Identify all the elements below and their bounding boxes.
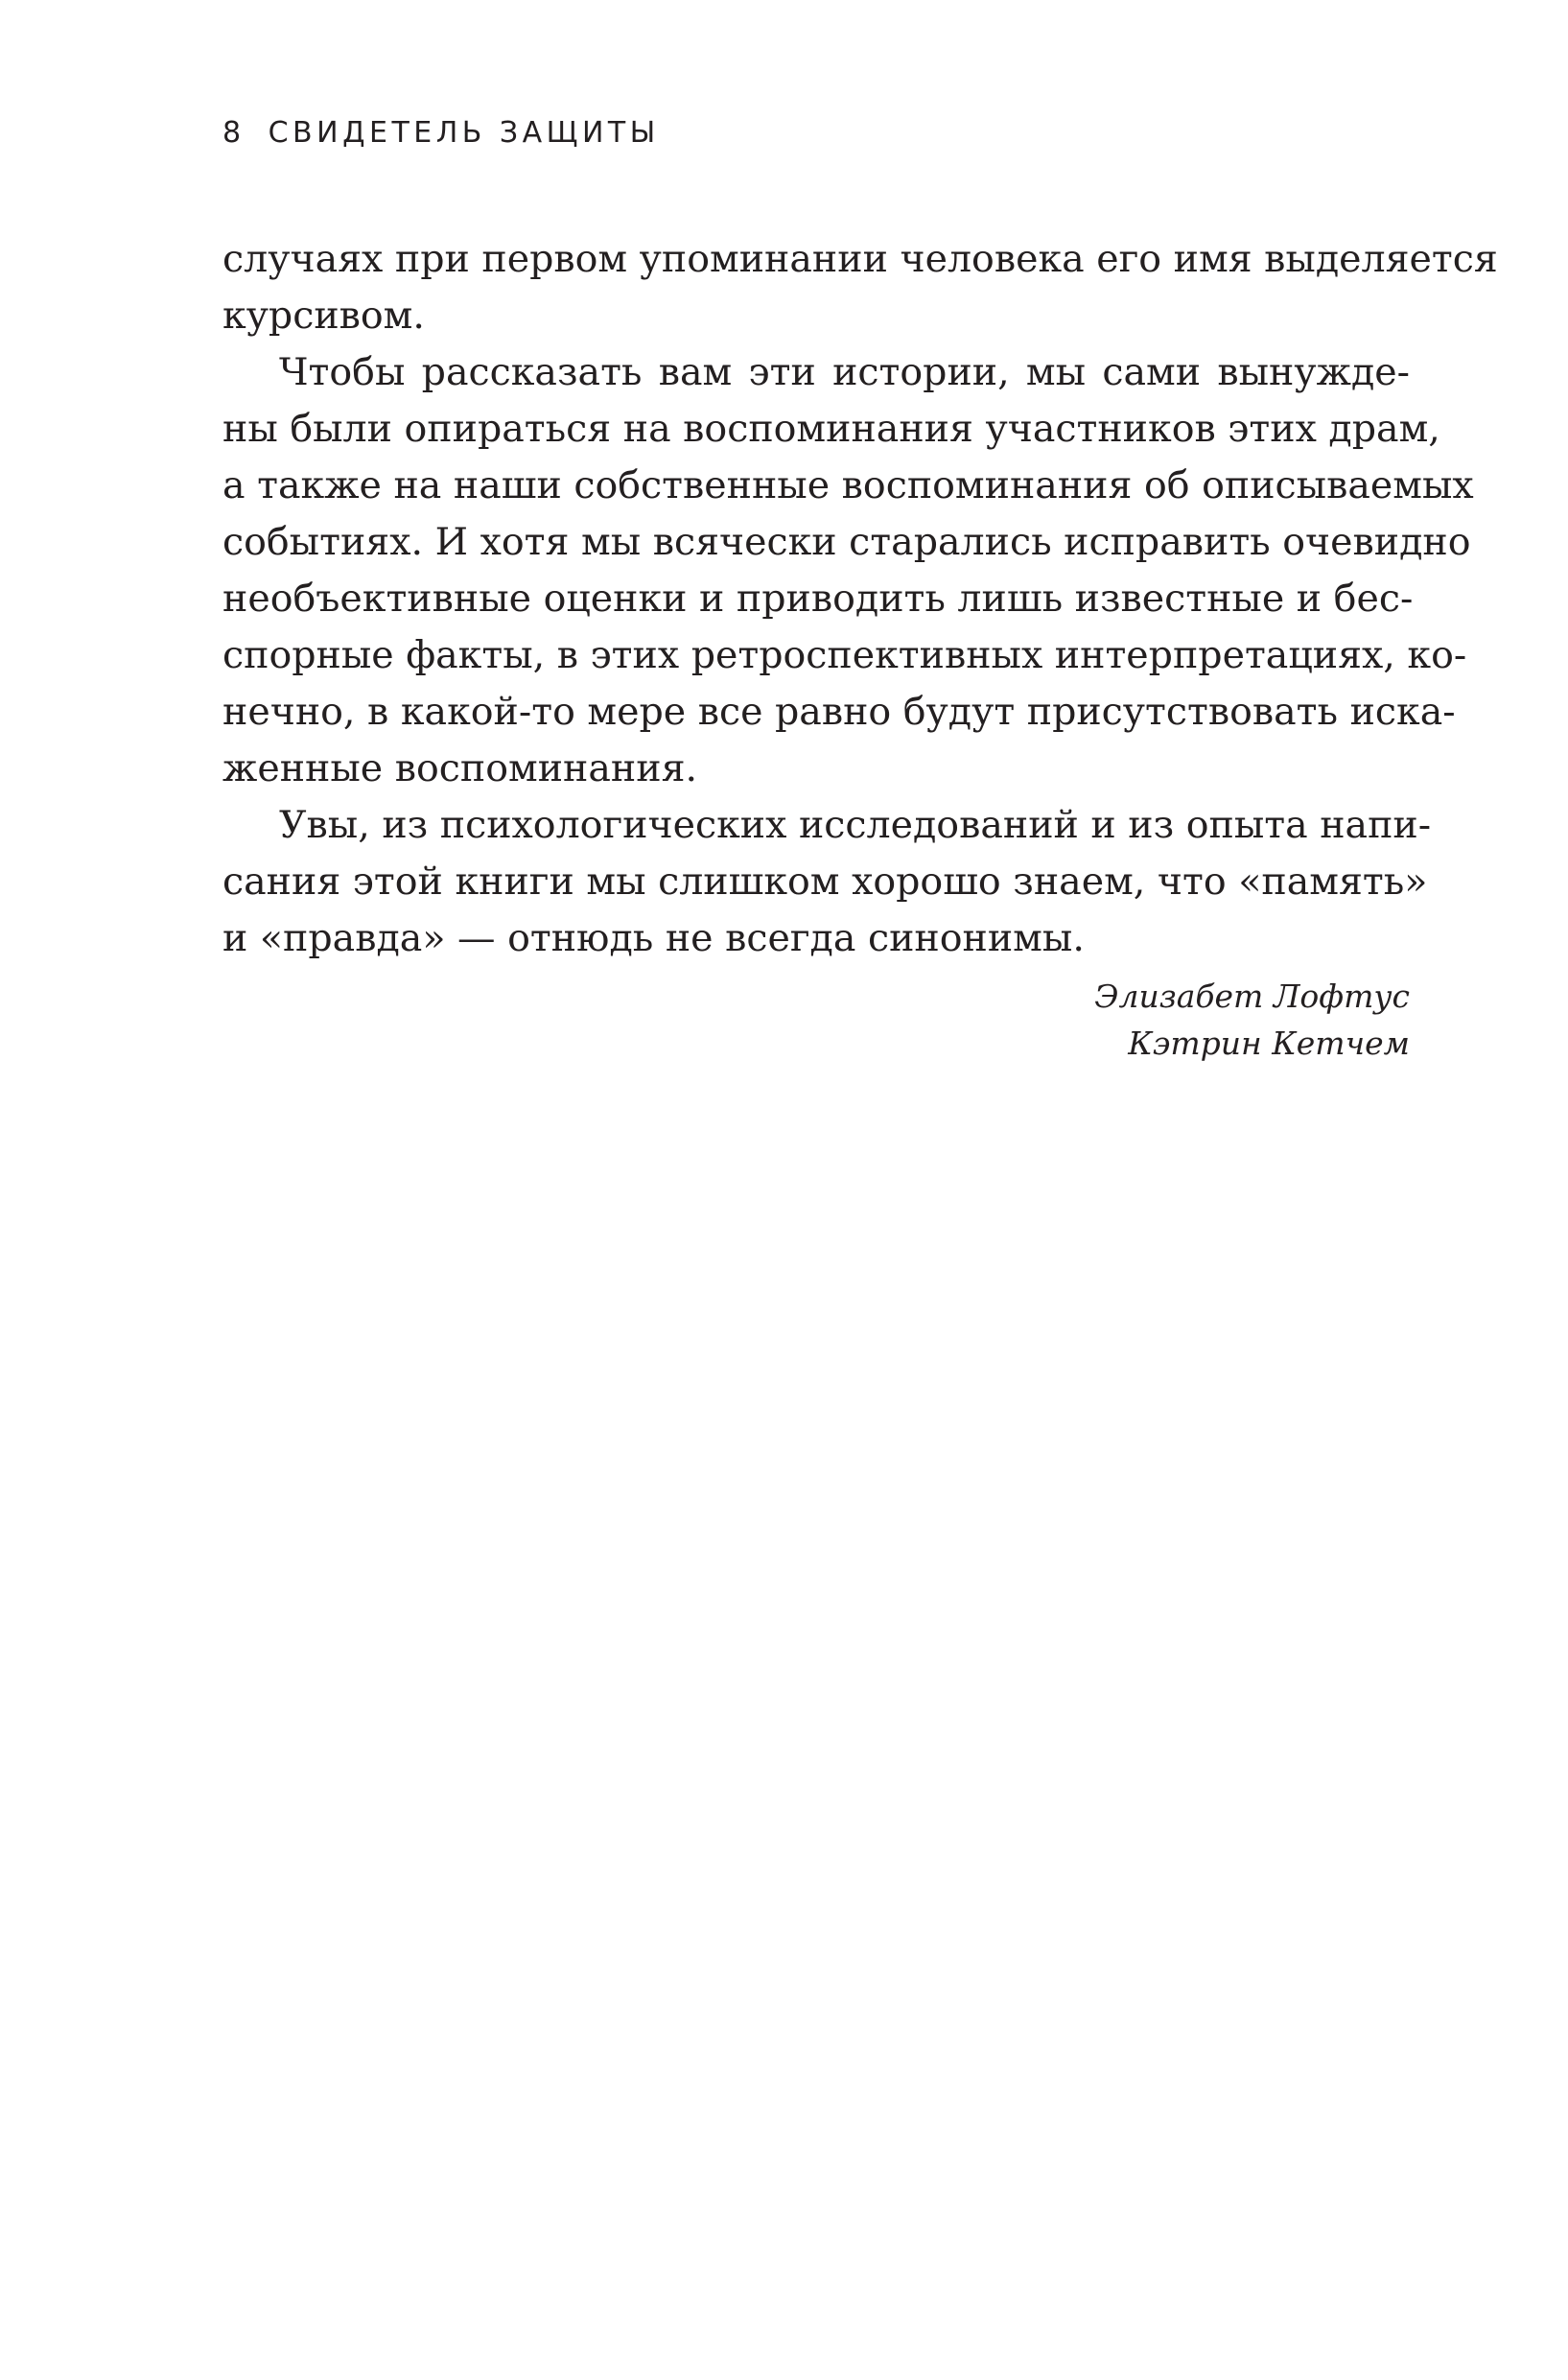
text-line: ны были опираться на воспоминания участников этих драм, [222, 407, 1440, 451]
text-line: а также на наши собственные воспоминания об описываемых [222, 463, 1474, 507]
text-line: Увы, из психологических исследований и из опыта напи- [279, 803, 1432, 847]
text-line: сания этой книги мы слишком хорошо знаем, что «память» [222, 860, 1428, 904]
text-line: необъективные оценки и приводить лишь известные и бес- [222, 577, 1414, 621]
author-name: Кэтрин Кетчем [1128, 1025, 1410, 1062]
running-head [222, 111, 660, 155]
text-line: спорные факты, в этих ретроспективных интерпретациях, ко- [222, 633, 1467, 677]
author-name: Элизабет Лофтус [1094, 978, 1410, 1015]
text-line: курсивом. [222, 294, 425, 338]
page-number: 8 [222, 116, 246, 150]
text-line: случаях при первом упоминании человека его имя выделяется [222, 237, 1498, 281]
paragraph-memory-truth [222, 797, 1432, 967]
text-line: и «правда» — отнюдь не всегда синонимы. [222, 916, 1085, 960]
paragraph-memories [222, 344, 1474, 797]
running-title: СВИДЕТЕЛЬ ЗАЩИТЫ [268, 116, 660, 150]
signature [222, 973, 1410, 1067]
text-line: женные воспоминания. [222, 746, 698, 790]
text-line: Чтобы рассказать вам эти истории, мы сами вынужде- [279, 350, 1410, 394]
paragraph-continuation [222, 231, 1498, 344]
body-text [222, 231, 1498, 1067]
text-line: нечно, в какой-то мере все равно будут присутствовать иска- [222, 690, 1456, 734]
text-line: событиях. И хотя мы всячески старались исправить очевидно [222, 520, 1471, 564]
